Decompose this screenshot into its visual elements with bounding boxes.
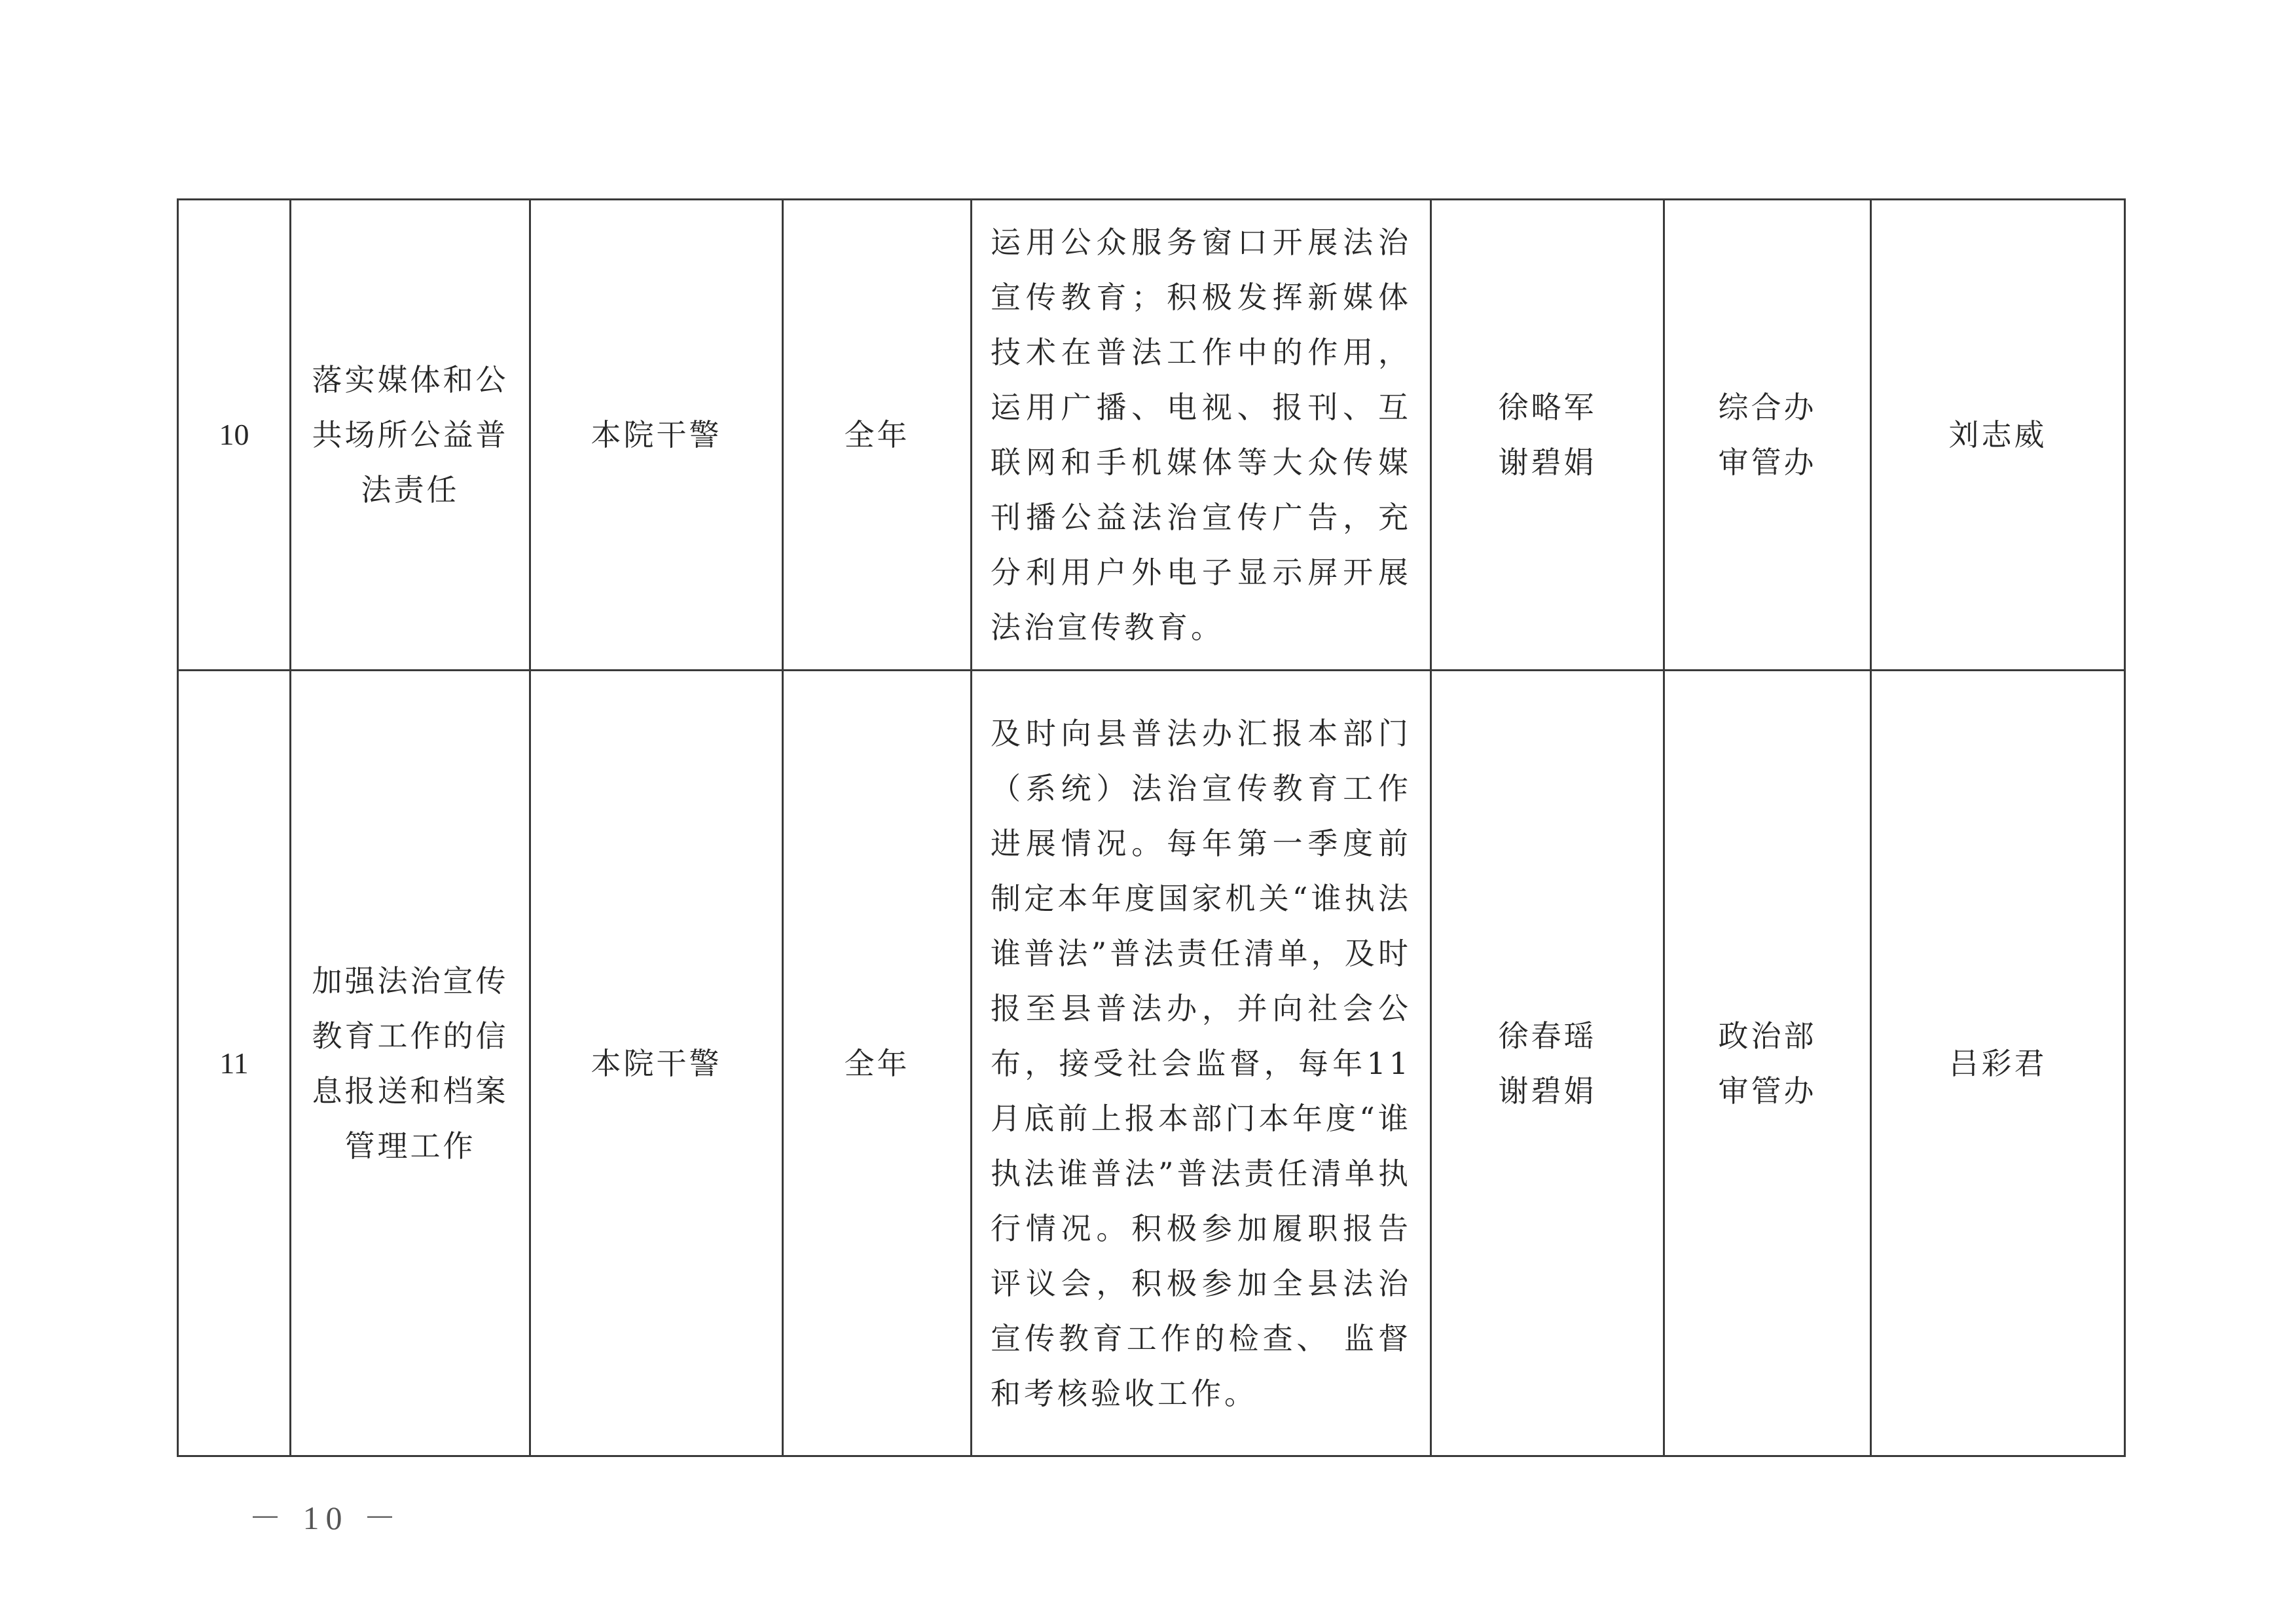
time-period: 全年 bbox=[783, 200, 972, 671]
page-number: － 10 － bbox=[249, 1500, 403, 1536]
responsibility-table bbox=[177, 198, 2126, 1457]
target-audience: 本院干警 bbox=[530, 671, 783, 1456]
responsible-person: 谢碧娟 bbox=[1498, 445, 1597, 480]
responsible-persons bbox=[1431, 671, 1664, 1456]
row-number: 10 bbox=[178, 200, 291, 671]
table-row bbox=[178, 200, 2125, 671]
leader-in-charge: 刘志威 bbox=[1871, 200, 2125, 671]
responsible-departments bbox=[1664, 200, 1871, 671]
responsible-department: 综合办 bbox=[1718, 390, 1817, 425]
responsible-person: 徐略军 bbox=[1498, 390, 1597, 425]
responsible-departments bbox=[1664, 671, 1871, 1456]
responsible-department: 审管办 bbox=[1718, 1073, 1817, 1109]
responsible-person: 徐春瑶 bbox=[1498, 1018, 1597, 1054]
responsible-persons bbox=[1431, 200, 1664, 671]
leader-in-charge: 吕彩君 bbox=[1871, 671, 2125, 1456]
task-item: 加强法治宣传教育工作的信息报送和档案管理工作 bbox=[291, 671, 530, 1456]
task-content: 运用公众服务窗口开展法治宣传教育；积极发挥新媒体技术在普法工作中的作用，运用广播、电视、报刊、互联网和手机媒体等大众传媒刊播公益法治宣传广告，充分利用户外电子显示屏开展法治宣传教育。 bbox=[972, 200, 1431, 671]
responsible-department: 审管办 bbox=[1718, 445, 1817, 480]
row-number: 11 bbox=[178, 671, 291, 1456]
task-content: 及时向县普法办汇报本部门（系统）法治宣传教育工作进展情况。每年第一季度前制定本年度国家机关“谁执法谁普法”普法责任清单，及时报至县普法办，并向社会公布，接受社会监督，每年11月底前上报本部门本年度“谁执法谁普法”普法责任清单执行情况。积极参加履职报告评议会，积极参加全县法治宣传教育工作的检查、 监督和考核验收工作。 bbox=[972, 671, 1431, 1456]
responsible-person: 谢碧娟 bbox=[1498, 1073, 1597, 1109]
task-item: 落实媒体和公共场所公益普法责任 bbox=[291, 200, 530, 671]
target-audience: 本院干警 bbox=[530, 200, 783, 671]
responsible-department: 政治部 bbox=[1718, 1018, 1817, 1054]
time-period: 全年 bbox=[783, 671, 972, 1456]
table-row bbox=[178, 671, 2125, 1456]
